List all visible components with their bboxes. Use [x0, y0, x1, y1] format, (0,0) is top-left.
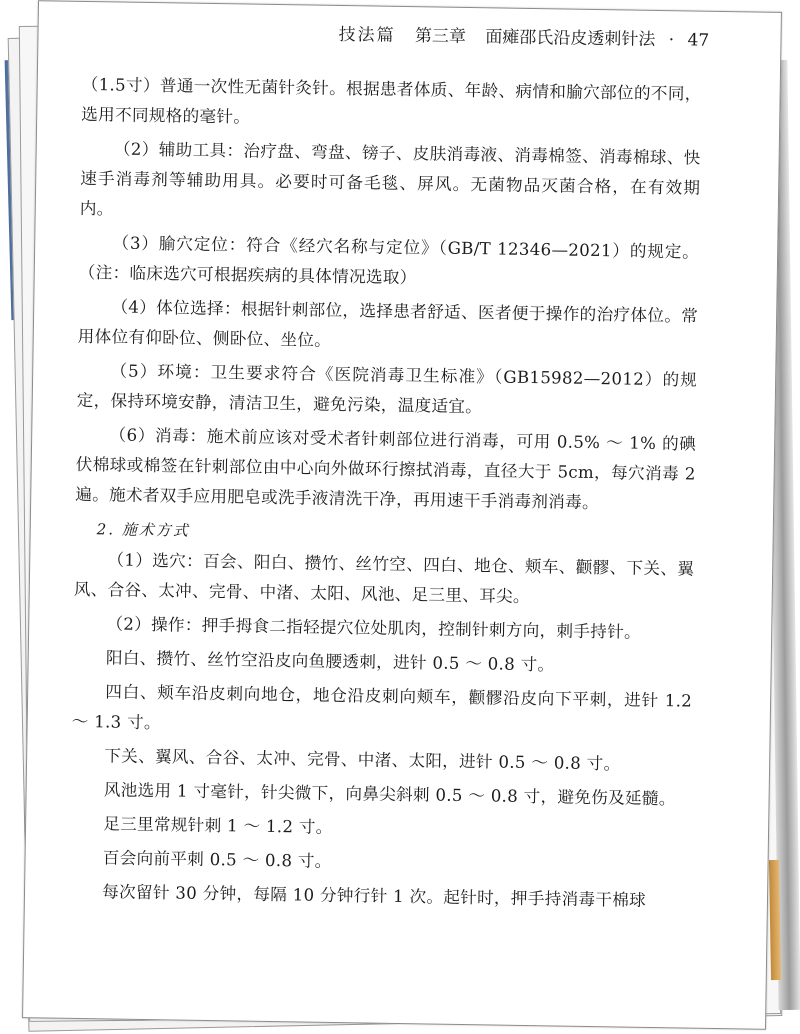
page-number: 47: [687, 30, 710, 51]
paragraph: 风池选用 1 寸毫针，针尖微下，向鼻尖斜刺 0.5 ～ 0.8 寸，避免伤及延髓。: [103, 780, 676, 809]
paragraph: 四白、颊车沿皮刺向地仓，地仓沿皮刺向颊车，颧髎沿皮向下平刺，进针 1.2 ～ 1.3 寸。: [71, 682, 693, 733]
paragraph: 阳白、攒竹、丝竹空沿皮向鱼腰透刺，进针 0.5 ～ 0.8 寸。: [105, 648, 555, 675]
section-subheading: 2. 施术方式: [96, 520, 190, 540]
paragraph: （3）腧穴定位：符合《经穴名称与定位》（GB/T 12346—2021）的规定。（注：临床选穴可根据疾病的具体情况选取）: [78, 233, 700, 288]
paragraph: （2）辅助工具：治疗盘、弯盘、镑子、皮肤消毒液、消毒棉签、消毒棉球、快速手消毒剂等辅助用具。必要时可备毛毯、屏风。无菌物品灭菌合格，在有效期内。: [79, 139, 701, 219]
paragraph: 百会向前平刺 0.5 ～ 0.8 寸。: [102, 848, 332, 871]
paragraph: （6）消毒：施术前应该对受术者针刺部位进行消毒，可用 0.5% ～ 1% 的碘伏棉球或棉签在针刺部位由中心向外做环行擦拭消毒，直径大于 5cm，每穴消毒 2 遍。施术者双手应用肥皂或洗手液清洗干净，再用速干手消毒剂消毒。: [75, 425, 697, 513]
header-chapter: 第三章: [414, 26, 467, 47]
paragraph: （1）选穴：百会、阳白、攒竹、丝竹空、四白、地仓、颊车、颧髎、下关、翼风、合谷、太冲、完骨、中渚、太阳、风池、足三里、耳尖。: [73, 550, 695, 607]
paragraph: （5）环境：卫生要求符合《医院消毒卫生标准》（GB15982—2012）的规定，保持环境安静，清洁卫生，避免污染，温度适宜。: [76, 361, 698, 417]
back-page-edge-orange: [769, 860, 781, 980]
header-chapter-title: 面瘫邵氏沿皮透刺针法: [485, 27, 656, 50]
paragraph: 足三里常规针刺 1 ～ 1.2 寸。: [103, 814, 333, 837]
book-page: [22, 0, 782, 1030]
header-section: 技法篇: [338, 24, 396, 46]
paragraph: （1.5寸）普通一次性无菌针灸针。根据患者体质、年龄、病情和腧穴部位的不同，选用不同规格的毫针。: [81, 74, 702, 127]
paragraph: （4）体位选择：根据针刺部位，选择患者舒适、医者便于操作的治疗体位。常用体位有仰卧位、侧卧位、坐位。: [77, 297, 699, 350]
header-separator: ·: [668, 30, 675, 51]
paragraph: 下关、翼风、合谷、太冲、完骨、中渚、太阳，进针 0.5 ～ 0.8 寸。: [104, 746, 621, 774]
paragraph: 每次留针 30 分钟，每隔 10 分钟行针 1 次。起针时，押手持消毒干棉球: [102, 882, 647, 910]
paragraph: （2）操作：押手拇食二指轻提穴位处肌肉，控制针刺方向，刺手持针。: [106, 614, 642, 642]
running-header: [338, 20, 748, 56]
page-body: [69, 70, 702, 921]
